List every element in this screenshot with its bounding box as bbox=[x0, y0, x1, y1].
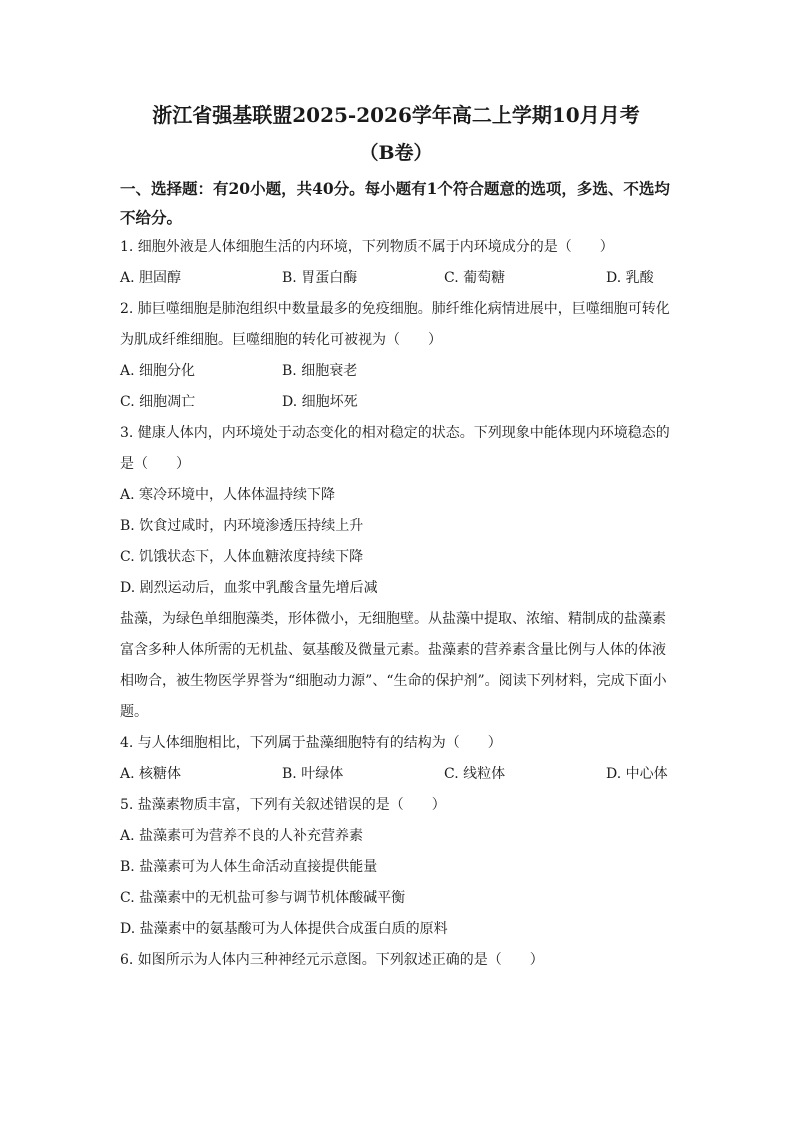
question-1-stem: 1. 细胞外液是人体细胞生活的内环境，下列物质不属于内环境成分的是（ ） bbox=[120, 239, 614, 255]
question-4-stem: 4. 与人体细胞相比，下列属于盐藻细胞特有的结构为（ ） bbox=[120, 735, 502, 751]
q1-option-b: B. 胃蛋白酶 bbox=[282, 270, 358, 286]
q2-option-b: B. 细胞衰老 bbox=[282, 363, 358, 379]
question-4-options bbox=[120, 759, 672, 790]
exam-subtitle: （B卷） bbox=[359, 142, 433, 164]
q1-option-d: D. 乳酸 bbox=[606, 270, 654, 286]
q2-option-d: D. 细胞坏死 bbox=[282, 394, 358, 410]
question-2-stem: 2. 肺巨噬细胞是肺泡组织中数量最多的免疫细胞。肺纤维化病情进展中，巨噬细胞可转化为肌成纤维细胞。巨噬细胞的转化可被视为（ ） bbox=[120, 301, 670, 348]
q3-option-c: C. 饥饿状态下，人体血糖浓度持续下降 bbox=[120, 549, 364, 565]
q3-option-b: B. 饮食过咸时，内环境渗透压持续上升 bbox=[120, 518, 364, 534]
q1-option-c: C. 葡萄糖 bbox=[444, 270, 506, 286]
q5-option-b: B. 盐藻素可为人体生命活动直接提供能量 bbox=[120, 859, 378, 875]
question-2-options-row1 bbox=[120, 356, 672, 387]
q5-option-d: D. 盐藻素中的氨基酸可为人体提供合成蛋白质的原料 bbox=[120, 921, 448, 937]
q2-option-a: A. 细胞分化 bbox=[120, 363, 196, 379]
q4-option-a: A. 核糖体 bbox=[120, 766, 182, 782]
exam-title: 浙江省强基联盟2025-2026学年高二上学期10月月考 bbox=[152, 103, 640, 127]
question-5-stem: 5. 盐藻素物质丰富，下列有关叙述错误的是（ ） bbox=[120, 797, 446, 813]
q3-option-a: A. 寒冷环境中，人体体温持续下降 bbox=[120, 487, 336, 503]
question-1-options bbox=[120, 263, 672, 294]
q4-option-c: C. 线粒体 bbox=[444, 766, 506, 782]
q5-option-c: C. 盐藻素中的无机盐可参与调节机体酸碱平衡 bbox=[120, 890, 406, 906]
q1-option-a: A. 胆固醇 bbox=[120, 270, 182, 286]
q2-option-c: C. 细胞凋亡 bbox=[120, 394, 196, 410]
q5-option-a: A. 盐藻素可为营养不良的人补充营养素 bbox=[120, 828, 364, 844]
exam-page bbox=[120, 100, 672, 976]
question-2-options-row2 bbox=[120, 387, 672, 418]
q4-option-b: B. 叶绿体 bbox=[282, 766, 344, 782]
q4-option-d: D. 中心体 bbox=[606, 766, 668, 782]
reading-material: 盐藻，为绿色单细胞藻类，形体微小，无细胞壁。从盐藻中提取、浓缩、精制成的盐藻素富含多种人体所需的无机盐、氨基酸及微量元素。盐藻素的营养素含量比例与人体的体液相吻合，被生物医学界誉为“细胞动力源”、“生命的保护剂”。阅读下列材料，完成下面小题。 bbox=[120, 611, 667, 720]
question-6-stem: 6. 如图所示为人体内三种神经元示意图。下列叙述正确的是（ ） bbox=[120, 952, 544, 968]
q3-option-d: D. 剧烈运动后，血浆中乳酸含量先增后减 bbox=[120, 580, 378, 596]
question-3-stem: 3. 健康人体内，内环境处于动态变化的相对稳定的状态。下列现象中能体现内环境稳态的是（ ） bbox=[120, 425, 670, 472]
section-heading: 一、选择题：有20小题，共40分。每小题有1个符合题意的选项，多选、不选均不给分。 bbox=[120, 179, 670, 227]
